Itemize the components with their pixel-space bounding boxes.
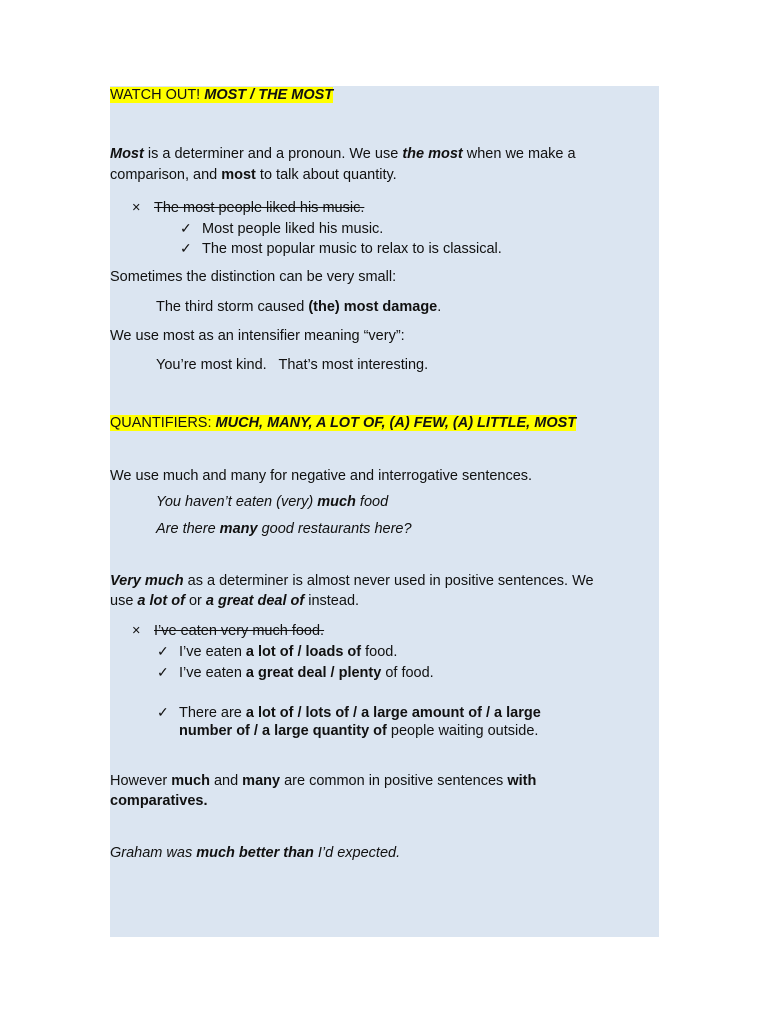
heading-keyword: MUCH, MANY, A LOT OF, (A) FEW, (A) LITTLE, MOST [215, 415, 577, 431]
distinction-text: Sometimes the distinction can be very small: [110, 269, 397, 285]
intensifier-text: We use most as an intensifier meaning “very”: [110, 328, 405, 344]
graham-example [110, 844, 400, 862]
text: as a determiner is almost never used in positive sentences. We [183, 573, 594, 589]
correct-example [180, 239, 502, 258]
storm-example [156, 298, 441, 316]
term-very-much: Very much [110, 573, 184, 589]
heading-prefix: WATCH OUT! [110, 87, 205, 103]
text: You haven’t eaten (very) [156, 494, 318, 510]
text: and [209, 773, 243, 789]
however-line-1 [110, 772, 536, 790]
wrong-sentence: The most people liked his music. [154, 200, 365, 216]
check-icon: ✓ [157, 664, 169, 680]
term-most: Most [110, 146, 144, 162]
term-much: much [171, 773, 210, 789]
very-much-line-1 [110, 572, 594, 590]
wrong-sentence: I’ve eaten very much food. [154, 623, 325, 639]
emphasis: (the) most damage [308, 299, 438, 315]
section-heading-quantifiers [110, 414, 576, 432]
text: food [355, 494, 389, 510]
check-icon: ✓ [180, 220, 192, 236]
correct-example [157, 663, 434, 682]
text: However [110, 773, 172, 789]
heading-keyword: MOST / THE MOST [204, 87, 334, 103]
example-many [156, 520, 412, 538]
correct-sentence: The most popular music to relax to is classical. [202, 241, 502, 257]
term-a-lot-of: a lot of [137, 593, 185, 609]
text: or [184, 593, 206, 609]
example-much [156, 493, 388, 511]
cross-icon: × [132, 623, 141, 639]
text: I’ve eaten [179, 665, 246, 681]
check-icon: ✓ [157, 704, 169, 720]
text: use [110, 593, 138, 609]
check-icon: ✓ [157, 643, 169, 659]
emphasis: with [507, 773, 537, 789]
intro-line-1 [110, 145, 576, 163]
text: are common in positive sentences [280, 773, 508, 789]
text: people waiting outside. [386, 723, 539, 739]
text: of food. [381, 665, 434, 681]
emphasis: a lot of / lots of / a large amount of / a large [245, 705, 541, 721]
however-line-2: comparatives. [110, 793, 208, 809]
emphasis: a great deal / plenty [245, 665, 382, 681]
text: to talk about quantity. [255, 167, 397, 183]
correct-example-continued [179, 722, 538, 740]
text: . [437, 299, 442, 315]
text: Graham was [110, 845, 197, 861]
term-the-most: the most [402, 146, 463, 162]
kind-example: You’re most kind. That’s most interesting. [156, 357, 429, 373]
check-icon: ✓ [180, 240, 192, 256]
text: I’d expected. [313, 845, 401, 861]
text: There are [179, 705, 246, 721]
text: The third storm caused [156, 299, 309, 315]
emphasis: number of / a large quantity of [179, 723, 387, 739]
emphasis: much better than [196, 845, 314, 861]
term-most: most [221, 167, 256, 183]
text: instead. [304, 593, 360, 609]
term-a-great-deal-of: a great deal of [205, 593, 305, 609]
emphasis: many [219, 521, 258, 537]
intro-line-2 [110, 166, 397, 184]
emphasis: much [317, 494, 356, 510]
text: good restaurants here? [257, 521, 412, 537]
term-many: many [242, 773, 281, 789]
very-much-line-2 [110, 592, 359, 610]
emphasis: a lot of / loads of [245, 644, 362, 660]
text: comparison, and [110, 167, 222, 183]
text: when we make a [462, 146, 576, 162]
wrong-example [132, 622, 324, 640]
heading-prefix: QUANTIFIERS: [110, 415, 216, 431]
text: Are there [156, 521, 220, 537]
correct-example [157, 642, 397, 661]
correct-example [157, 703, 541, 722]
neg-interrog-text: We use much and many for negative and interrogative sentences. [110, 468, 533, 484]
correct-example [180, 219, 383, 238]
text: is a determiner and a pronoun. We use [143, 146, 403, 162]
wrong-example [132, 199, 364, 217]
text: food. [361, 644, 398, 660]
text: I’ve eaten [179, 644, 246, 660]
correct-sentence: Most people liked his music. [202, 221, 384, 237]
section-heading-most [110, 86, 333, 104]
cross-icon: × [132, 200, 141, 216]
